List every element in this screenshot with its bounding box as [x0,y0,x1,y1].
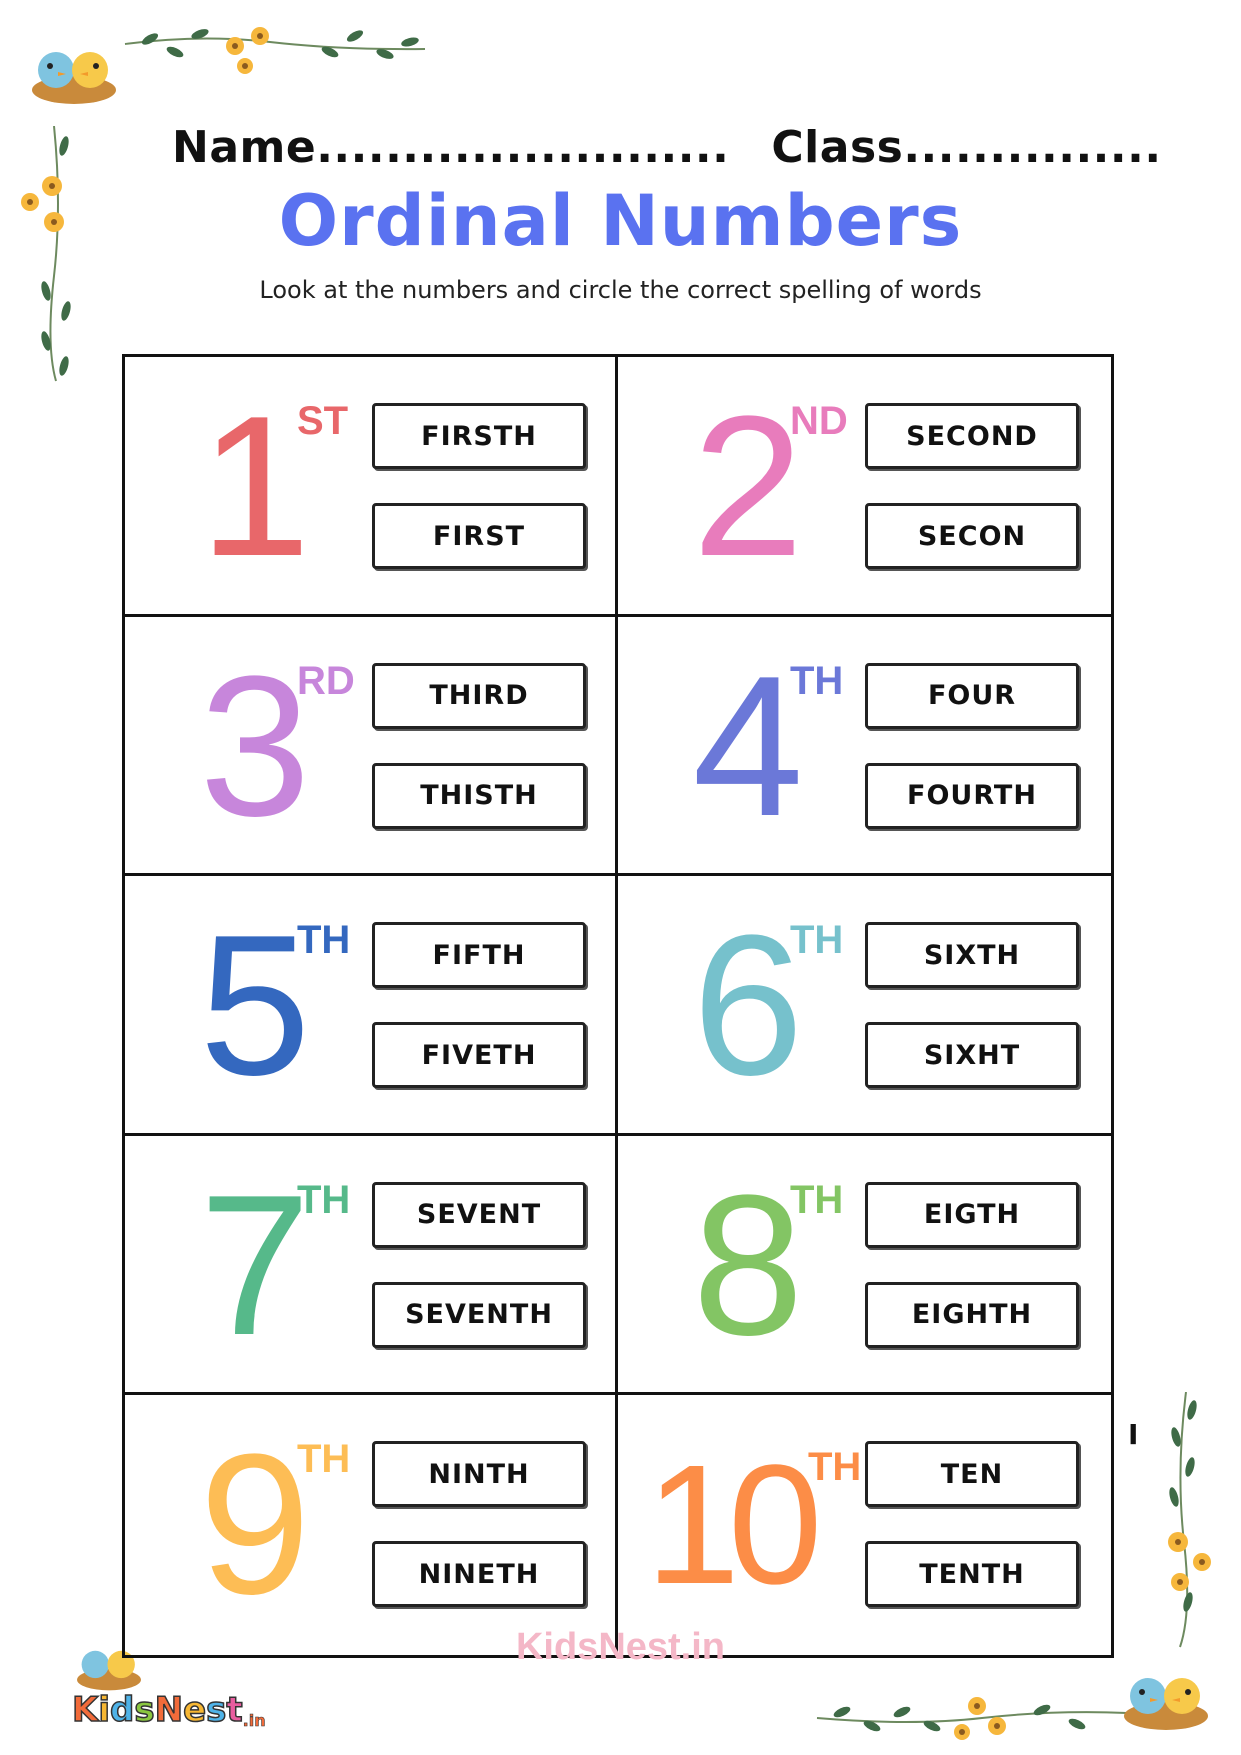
ordinal-suffix: RD [297,658,355,703]
top-vine-decoration [120,14,430,84]
spelling-option[interactable]: FIRSTH [372,403,586,469]
spelling-option[interactable]: SIXHT [865,1022,1079,1088]
bottom-vine-decoration [812,1688,1132,1748]
ordinal-cell [618,1395,1111,1655]
watermark: KidsNest.in [515,1626,726,1668]
ordinal-number: 7 [199,1153,311,1377]
brand-letter: N [154,1690,184,1730]
spelling-option[interactable]: SECON [865,503,1079,569]
spelling-option[interactable]: EIGTH [865,1182,1079,1248]
ordinal-number: 4 [692,634,804,858]
spelling-option[interactable]: FIFTH [372,922,586,988]
ordinal-number: 2 [692,375,804,598]
ordinal-cell [125,617,618,877]
ordinal-suffix: TH [297,1177,351,1222]
ordinal-number: 9 [199,1413,311,1637]
spelling-option[interactable]: NINTH [372,1441,586,1507]
ordinal-number: 1 [199,375,311,598]
ordinal-cell [618,357,1111,617]
spelling-option[interactable]: FOUR [865,663,1079,729]
ordinal-suffix: TH [808,1445,862,1490]
brand-letter: t [226,1690,243,1730]
ordinal-number: 10 [645,1430,811,1621]
name-field[interactable]: Name........................ [172,122,730,173]
ordinal-suffix: ND [790,399,848,443]
brand-letter: s [134,1690,155,1730]
spelling-option[interactable]: TENTH [865,1541,1079,1607]
spelling-option[interactable]: SEVENTH [372,1282,586,1348]
brand-letter: d [110,1690,135,1730]
ordinal-number: 5 [199,894,311,1118]
spelling-option[interactable]: FIRST [372,503,586,569]
spelling-option[interactable]: SECOND [865,403,1079,469]
ordinal-cell [125,357,618,617]
top-left-birds-nest-icon [28,38,120,106]
brand-letter: s [206,1690,227,1730]
ordinal-suffix: ST [297,399,349,443]
ordinal-number: 6 [692,894,804,1118]
instructions-text: Look at the numbers and circle the correct spelling of words [259,276,982,304]
ordinal-suffix: TH [790,1177,844,1222]
ordinal-number: 8 [692,1153,804,1377]
right-vine-decoration [1150,1392,1220,1652]
ordinal-cell [618,876,1111,1136]
ordinal-cell [125,876,618,1136]
spelling-option[interactable]: FIVETH [372,1022,586,1088]
brand-letter: e [183,1690,207,1730]
spelling-option[interactable]: NINETH [372,1541,586,1607]
bottom-right-birds-nest-icon [1120,1664,1212,1732]
ordinal-cell [618,617,1111,877]
worksheet-title: Ordinal Numbers [278,180,963,262]
ordinal-number: 3 [199,634,311,858]
brand-letter: i [98,1690,111,1730]
spelling-option[interactable]: EIGHTH [865,1282,1079,1348]
spelling-option[interactable]: FOURTH [865,763,1079,829]
ordinal-suffix: TH [297,918,351,963]
ordinal-suffix: TH [297,1437,351,1482]
ordinal-cell [125,1136,618,1396]
spelling-option[interactable]: THIRD [372,663,586,729]
spelling-option[interactable]: TEN [865,1441,1079,1507]
brand-suffix: .in [242,1711,266,1730]
brand-logo [72,1690,266,1730]
student-info-line [172,122,1162,173]
spelling-option[interactable]: SEVENT [372,1182,586,1248]
spelling-option[interactable]: SIXTH [865,922,1079,988]
brand-letter: K [72,1690,99,1730]
spelling-option[interactable]: THISTH [372,763,586,829]
stray-mark: I [1128,1418,1139,1451]
ordinal-cell [125,1395,618,1655]
class-field[interactable]: Class............... [771,122,1162,173]
ordinal-grid [122,354,1114,1658]
ordinal-suffix: TH [790,918,844,963]
ordinal-suffix: TH [790,658,844,703]
ordinal-cell [618,1136,1111,1396]
